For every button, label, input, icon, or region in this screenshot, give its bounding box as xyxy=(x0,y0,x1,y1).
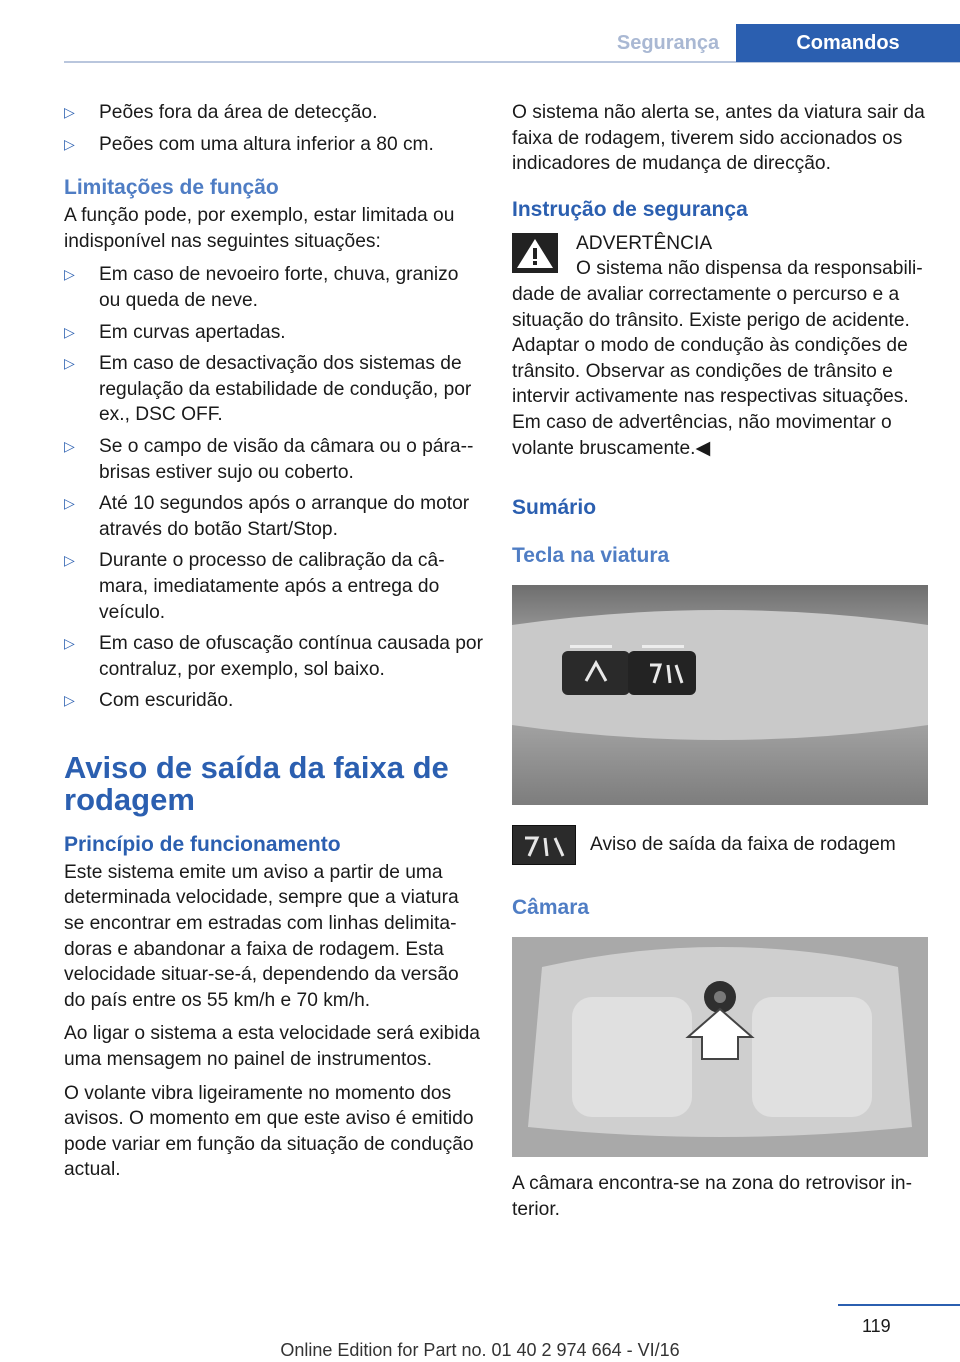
main-heading: Aviso de saída da faixa de rodagem xyxy=(64,749,449,817)
list-item: ▷ Com escuridão. xyxy=(64,688,484,714)
intro-paragraph: O sistema não alerta se, antes da viatura sair da faixa de rodagem, tiverem sido accionados os indicadores de mudança de direcção. xyxy=(512,102,925,175)
list-item: ▷ Em caso de ofuscação contínua causada por contraluz, por exemplo, sol baixo. xyxy=(64,633,483,680)
principle-heading: Princípio de funcionamento xyxy=(64,832,341,856)
principle-p2: Ao ligar o sistema a esta velocidade será exibida uma mensagem no painel de instrumentos. xyxy=(64,1023,480,1071)
button-heading: Tecla na viatura xyxy=(512,544,670,568)
camera-heading: Câmara xyxy=(512,896,590,920)
triangle-bullet-icon: ▷ xyxy=(64,135,75,152)
page-number: 119 xyxy=(862,1316,891,1336)
list-item: ▷ Durante o processo de calibração da câmara, imediatamente após a entrega do veículo. xyxy=(64,550,445,623)
key-row xyxy=(512,825,932,865)
bullets-top xyxy=(64,100,484,157)
button-photo xyxy=(512,585,928,805)
left-column xyxy=(64,100,484,1191)
header-chapter-tab[interactable]: Comandos xyxy=(736,24,960,62)
lane-departure-icon xyxy=(512,825,576,865)
triangle-bullet-icon: ▷ xyxy=(64,104,75,120)
warning-block xyxy=(512,231,932,461)
limits-intro: A função pode, por exemplo, estar limitada ou indisponível nas seguintes situações: xyxy=(64,205,455,252)
triangle-bullet-icon: ▷ xyxy=(64,266,75,283)
limits-list xyxy=(64,262,484,714)
principle-p1: Este sistema emite um aviso a partir de uma determinada velocidade, sempre que a viatura se encontrar em estradas com linhas delimitadoras e abandonar a faixa de rodagem. Esta velocidade situar-se-á, dependendo da versão do país entre os 55 km/h e 70 km/h. xyxy=(64,861,459,1011)
list-item: ▷ Em curvas apertadas. xyxy=(64,320,484,346)
triangle-bullet-icon: ▷ xyxy=(64,635,75,652)
list-item: ▷ Até 10 segundos após o arranque do motor através do botão Start/Stop. xyxy=(64,493,470,540)
camera-caption: A câmara encontra-se na zona do retrovisor interior. xyxy=(512,1173,912,1220)
warning-triangle-icon xyxy=(512,233,558,273)
triangle-bullet-icon: ▷ xyxy=(64,437,75,454)
list-item: ▷ Peões com uma altura inferior a 80 cm. xyxy=(64,132,484,158)
list-item: ▷ Se o campo de visão da câmara ou o pára--brisas estiver sujo ou coberto. xyxy=(64,435,474,483)
triangle-bullet-icon: ▷ xyxy=(64,495,75,512)
list-item: ▷ Peões fora da área de detecção. xyxy=(64,100,484,126)
triangle-bullet-icon: ▷ xyxy=(64,355,75,372)
triangle-bullet-icon: ▷ xyxy=(64,323,75,340)
right-column xyxy=(512,100,932,1230)
list-item: ▷ Em caso de desactivação dos sistemas de regulação da estabilidade de condução, por ex., DSC OFF. xyxy=(64,353,472,426)
camera-photo xyxy=(512,937,928,1157)
warning-title: ADVERTÊNCIA xyxy=(576,232,713,254)
triangle-bullet-icon: ▷ xyxy=(64,552,75,569)
list-item: ▷ Em caso de nevoeiro forte, chuva, granizo ou queda de neve. xyxy=(64,264,459,311)
principle-p3: O volante vibra ligeiramente no momento dos avisos. O momento em que este aviso é emitido pode variar em função da situação de condução actual. xyxy=(64,1082,474,1181)
footer-edition: Online Edition for Part no. 01 40 2 974 664 - VI/16 xyxy=(280,1340,680,1360)
header-section-tab[interactable]: Segurança xyxy=(616,32,720,54)
footer-rule xyxy=(838,1304,960,1306)
triangle-bullet-icon: ▷ xyxy=(64,692,75,709)
limits-heading: Limitações de função xyxy=(64,176,279,200)
warning-body: O sistema não dispensa da responsabilidade de avaliar correctamente o percurso e a situação do trânsito. Existe perigo de acidente. Adaptar o modo de condução às condições de trânsito. Observar as condições de trânsito e intervir activamente nas respectivas situações. Em caso de advertências, não movimentar o volante bruscamente.◀ xyxy=(512,258,923,459)
button-caption: Aviso de saída da faixa de rodagem xyxy=(590,834,896,856)
safety-heading: Instrução de segurança xyxy=(512,197,748,221)
summary-heading: Sumário xyxy=(512,496,597,520)
